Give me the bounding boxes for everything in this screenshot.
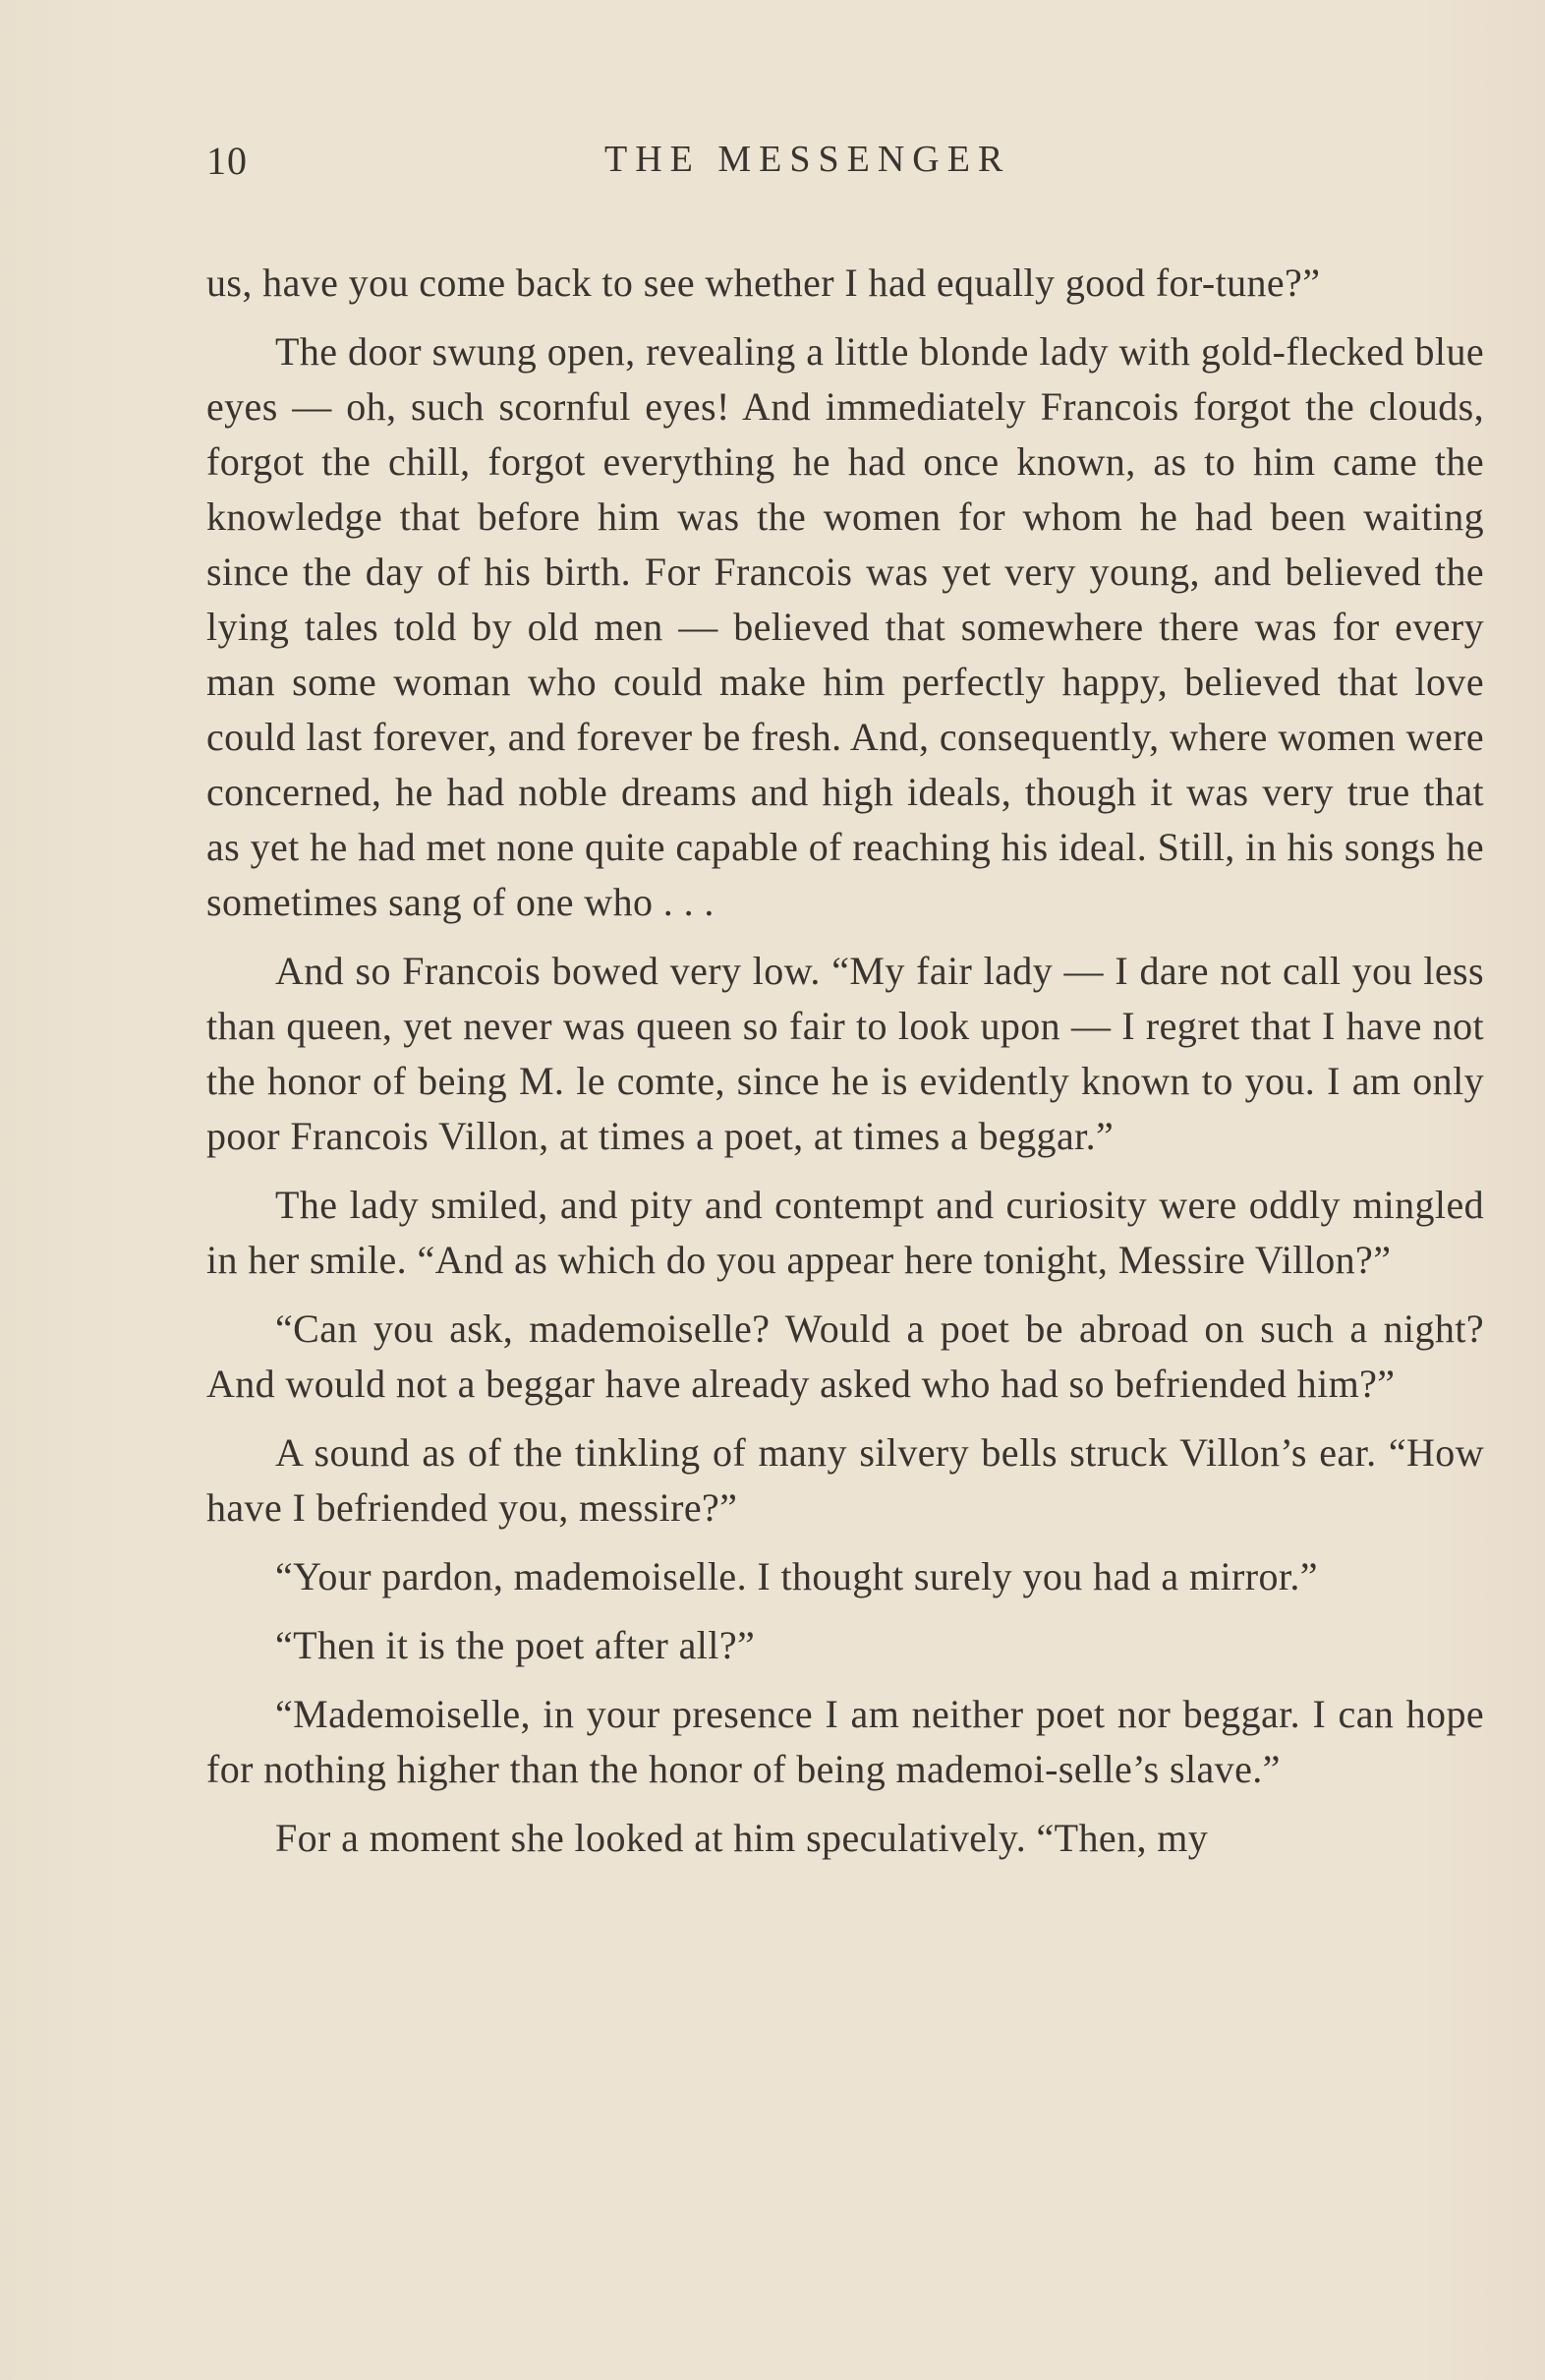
paragraph: And so Francois bowed very low. “My fair lady — I dare not call you less than queen, yet never was queen so fair to look upon — I regret that I have not the honor of being M. le comte, since he is evidently known to you. I am only poor Francois Villon, at times a poet, at times a beggar.”: [206, 949, 1484, 1158]
body-text: [206, 256, 1484, 1880]
page-number: 10: [206, 139, 248, 183]
paragraph: “Your pardon, mademoiselle. I thought surely you had a mirror.”: [275, 1554, 1318, 1598]
paragraph: “Can you ask, mademoiselle? Would a poet be abroad on such a night? And would not a beggar have already asked who had so befriended him?”: [206, 1306, 1484, 1406]
paragraph: “Mademoiselle, in your presence I am neither poet nor beggar. I can hope for nothing higher than the honor of being mademoi-selle’s slave.”: [206, 1692, 1484, 1791]
running-title: THE MESSENGER: [604, 139, 1011, 180]
paragraph: A sound as of the tinkling of many silvery bells struck Villon’s ear. “How have I befriended you, messire?”: [206, 1430, 1484, 1530]
paragraph: The door swung open, revealing a little blonde lady with gold-flecked blue eyes — oh, such scornful eyes! And immediately Francois forgot the clouds, forgot the chill, forgot everything he had once known, as to him came the knowledge that before him was the women for whom he had been waiting since the day of his birth. For Francois was yet very young, and believed the lying tales told by old men — believed that somewhere there was for every man some woman who could make him perfectly happy, believed that love could last forever, and forever be fresh. And, consequently, where women were concerned, he had noble dreams and high ideals, though it was very true that as yet he had met none quite capable of reaching his ideal. Still, in his songs he sometimes sang of one who . . .: [206, 329, 1484, 924]
paragraph: For a moment she looked at him speculatively. “Then, my: [275, 1816, 1209, 1860]
running-head: [206, 138, 1484, 197]
paragraph: “Then it is the poet after all?”: [275, 1623, 756, 1667]
paragraph: The lady smiled, and pity and contempt and curiosity were oddly mingled in her smile. “And as which do you appear here tonight, Messire Villon?”: [206, 1183, 1484, 1282]
paragraph: us, have you come back to see whether I had equally good for-tune?”: [206, 261, 1321, 305]
